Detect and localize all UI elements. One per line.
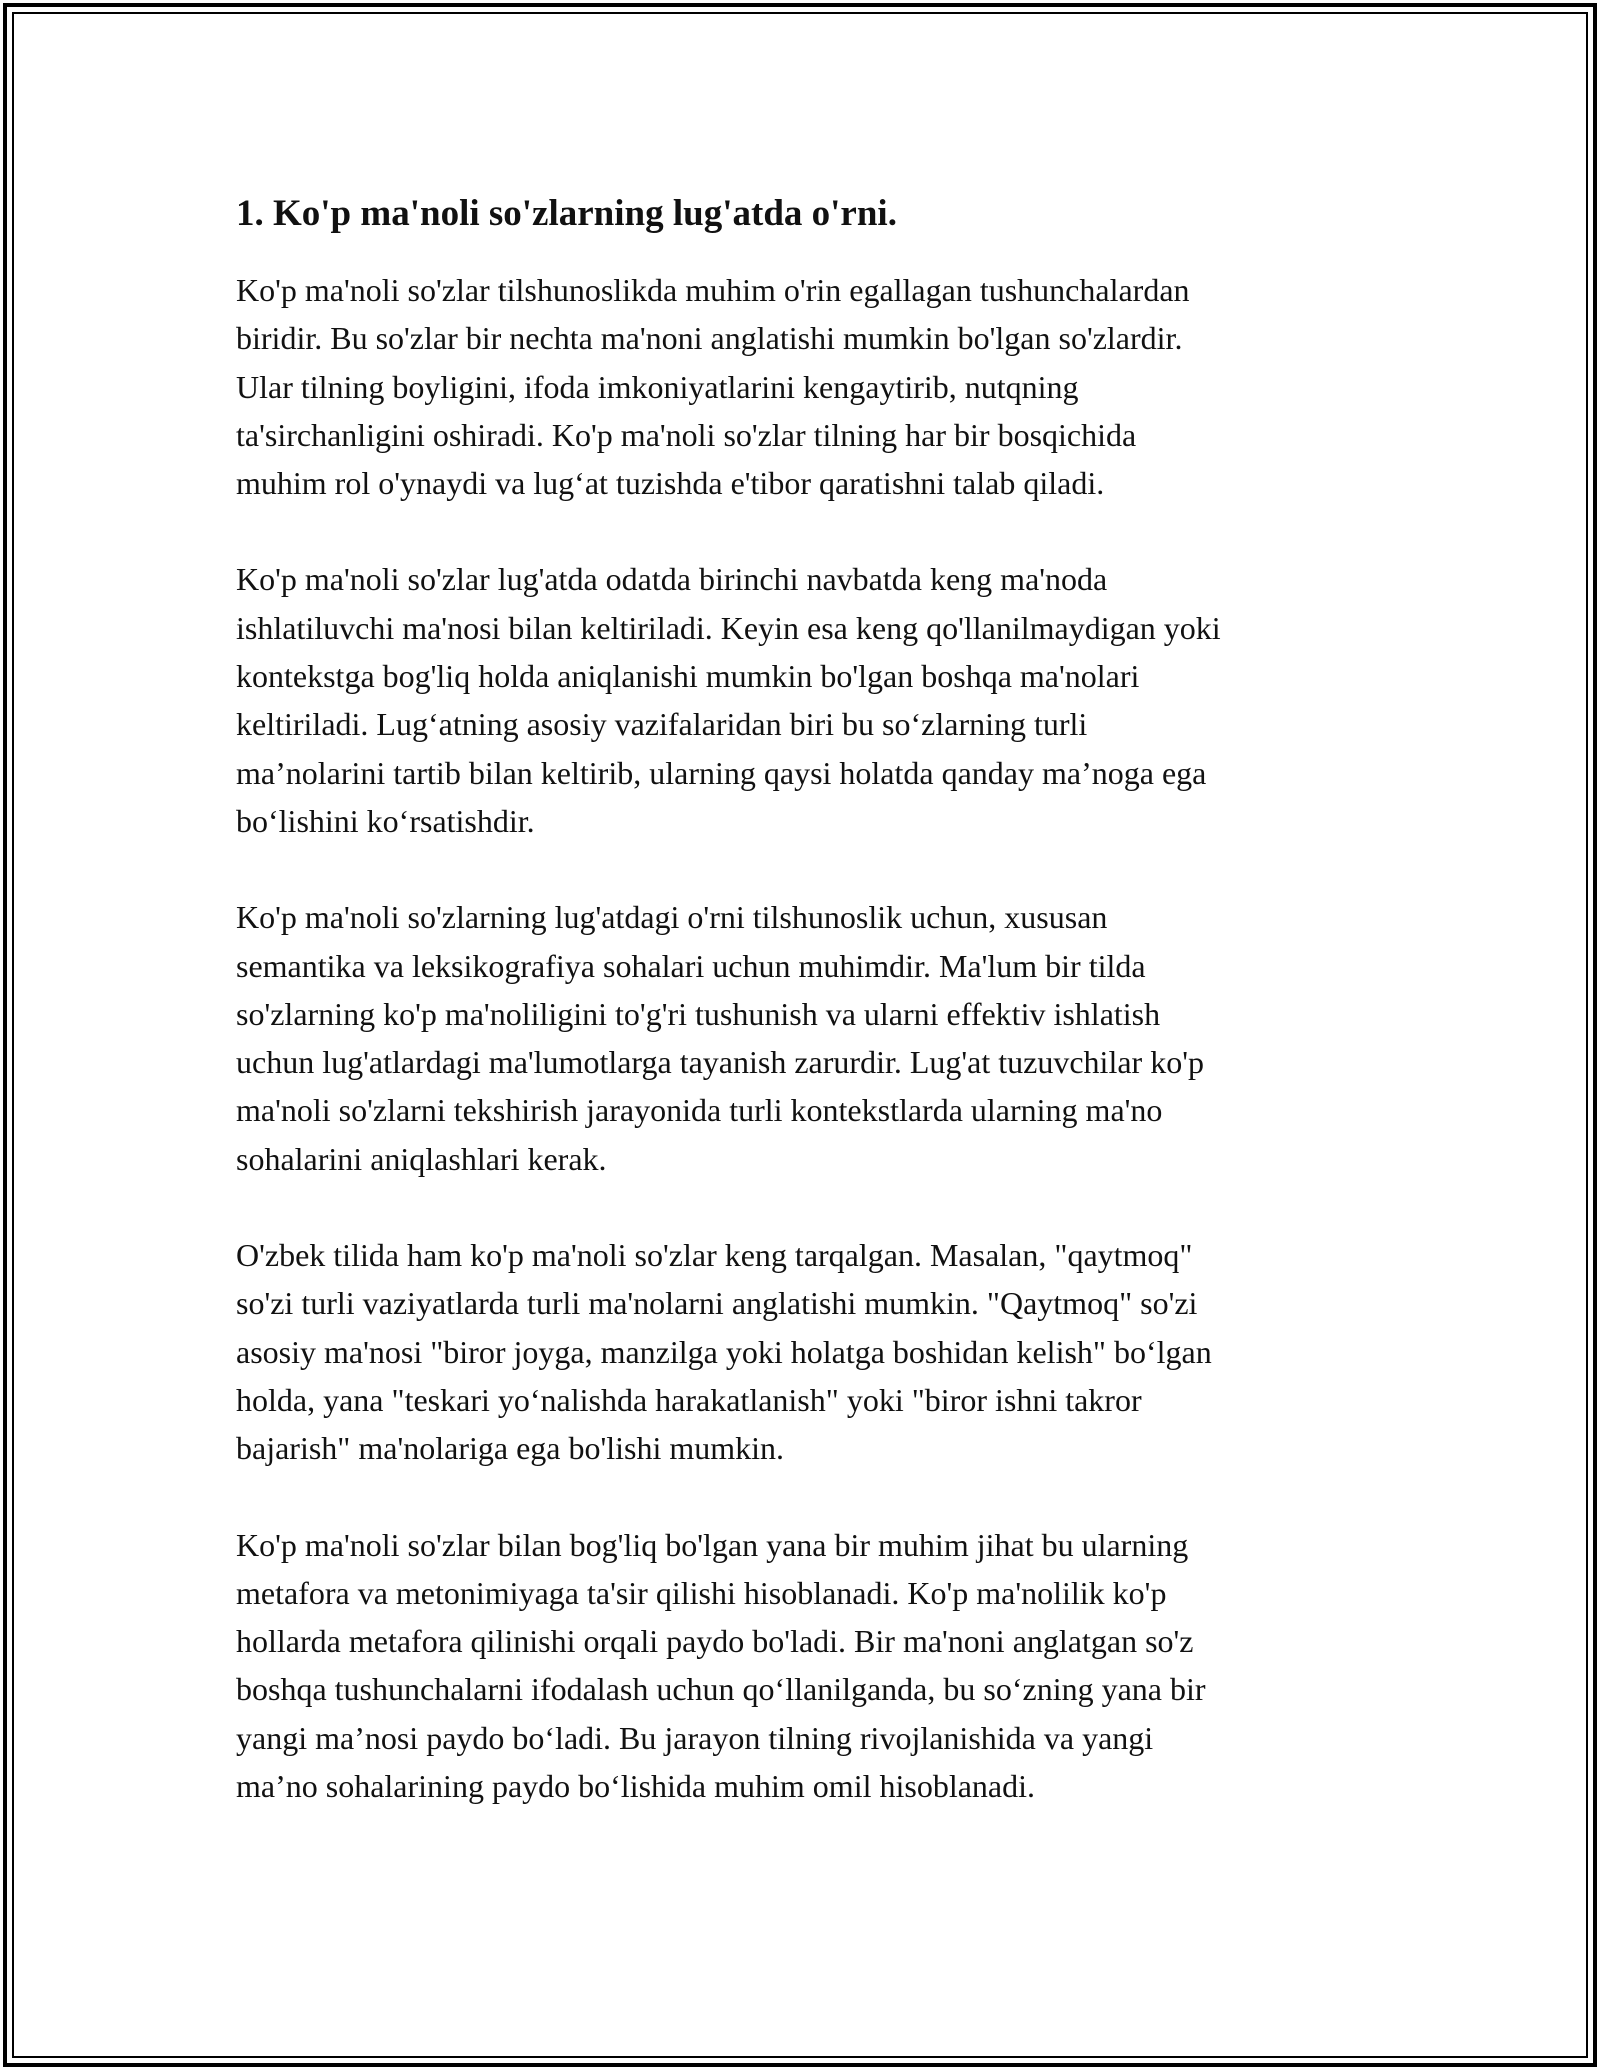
paragraph-line: ma'noli so'zlarni tekshirish jarayonida turli kontekstlarda ularning ma'no [236, 1092, 1163, 1129]
document-title: 1. Ko'p ma'noli so'zlarning lug'atda o'rni. [236, 193, 897, 234]
paragraph-line: holda, yana "teskari yo‘nalishda harakatlanish" yoki "biror ishni takror [236, 1381, 1142, 1418]
paragraph-line: boshqa tushunchalarni ifodalash uchun qo‘llanilganda, bu so‘zning yana bir [236, 1671, 1206, 1708]
paragraph-line: uchun lug'atlardagi ma'lumotlarga tayanish zarurdir. Lug'at tuzuvchilar ko'p [236, 1044, 1204, 1081]
paragraph-line: biridir. Bu so'zlar bir nechta ma'noni anglatishi mumkin bo'lgan so'zlardir. [236, 320, 1183, 357]
paragraph-line: ta'sirchanligini oshiradi. Ko'p ma'noli so'zlar tilning har bir bosqichida [236, 416, 1137, 453]
paragraph-line: bo‘lishini ko‘rsatishdir. [236, 802, 535, 839]
paragraph-line: Ular tilning boyligini, ifoda imkoniyatlarini kengaytirib, nutqning [236, 368, 1079, 405]
paragraph-line: Ko'p ma'noli so'zlar bilan bog'liq bo'lgan yana bir muhim jihat bu ularning [236, 1526, 1189, 1563]
paragraph-line: muhim rol o'ynaydi va lug‘at tuzishda e'tibor qaratishni talab qiladi. [236, 465, 1105, 502]
paragraph-line: kontekstga bog'liq holda aniqlanishi mumkin bo'lgan boshqa ma'nolari [236, 658, 1140, 695]
paragraph-line: semantika va leksikografiya sohalari uchun muhimdir. Ma'lum bir tilda [236, 947, 1146, 984]
paragraph-line: metafora va metonimiyaga ta'sir qilishi hisoblanadi. Ko'p ma'nolilik ko'p [236, 1574, 1167, 1611]
paragraph-line: hollarda metafora qilinishi orqali paydo bo'ladi. Bir ma'noni anglatgan so'z [236, 1623, 1194, 1660]
paragraph-1 [236, 266, 1376, 507]
paragraph-line: ishlatiluvchi ma'nosi bilan keltiriladi. Keyin esa keng qo'llanilmaydigan yoki [236, 609, 1221, 646]
paragraph-line: bajarish" ma'nolariga ega bo'lishi mumkin. [236, 1430, 785, 1467]
paragraph-2 [236, 555, 1376, 845]
paragraph-line: asosiy ma'nosi "biror joyga, manzilga yoki holatga boshidan kelish" bo‘lgan [236, 1333, 1212, 1370]
paragraph-line: Ko'p ma'noli so'zlar lug'atda odatda birinchi navbatda keng ma'noda [236, 561, 1108, 598]
paragraph-5 [236, 1521, 1376, 1811]
paragraph-line: ma’no sohalarining paydo bo‘lishida muhim omil hisoblanadi. [236, 1768, 1035, 1805]
paragraph-line: yangi ma’nosi paydo bo‘ladi. Bu jarayon tilning rivojlanishida va yangi [236, 1719, 1154, 1756]
paragraph-3 [236, 893, 1376, 1183]
paragraph-line: Ko'p ma'noli so'zlar tilshunoslikda muhim o'rin egallagan tushunchalardan [236, 272, 1190, 308]
paragraph-line: Ko'p ma'noli so'zlarning lug'atdagi o'rni tilshunoslik uchun, xususan [236, 899, 1108, 936]
paragraph-line: so'zlarning ko'p ma'noliligini to'g'ri tushunish va ularni effektiv ishlatish [236, 995, 1161, 1032]
paragraph-line: ma’nolarini tartib bilan keltirib, ularning qaysi holatda qanday ma’noga ega [236, 754, 1207, 791]
paragraph-line: O'zbek tilida ham ko'p ma'noli so'zlar keng tarqalgan. Masalan, "qaytmoq" [236, 1237, 1193, 1274]
paragraph-4 [236, 1231, 1376, 1472]
paragraph-line: so'zi turli vaziyatlarda turli ma'nolarni anglatishi mumkin. "Qaytmoq" so'zi [236, 1285, 1198, 1322]
paragraph-line: sohalarini aniqlashlari kerak. [236, 1140, 607, 1177]
paragraph-line: keltiriladi. Lug‘atning asosiy vazifalaridan biri bu so‘zlarning turli [236, 706, 1088, 743]
document-body [236, 190, 1376, 1858]
